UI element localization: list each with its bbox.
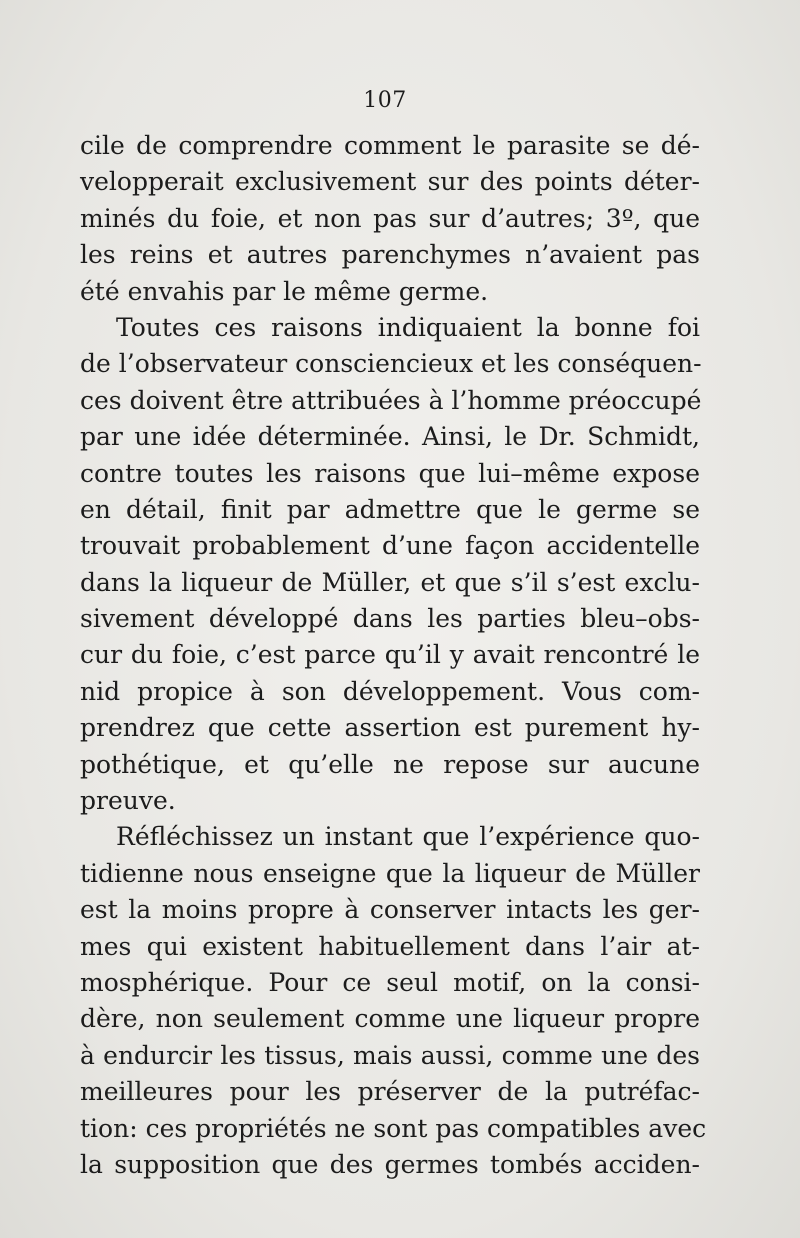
text-line: prendrez que cette assertion est purement hy- xyxy=(80,713,700,743)
text-line: Toutes ces raisons indiquaient la bonne foi xyxy=(116,312,700,342)
page-number: 107 xyxy=(363,88,407,113)
text-line: trouvait probablement d’une façon accidentelle xyxy=(80,531,700,561)
text-line: preuve. xyxy=(80,786,176,816)
paragraph-2 xyxy=(80,310,700,819)
text-line: de l’observateur consciencieux et les conséquen- xyxy=(80,349,702,379)
text-line: cile de comprendre comment le parasite se dé- xyxy=(80,131,700,160)
text-line: sivement développé dans les parties bleu–obs- xyxy=(80,604,700,634)
text-line: les reins et autres parenchymes n’avaient pas xyxy=(80,240,700,270)
text-line: ces doivent être attribuées à l’homme préoccupé xyxy=(80,385,702,415)
text-line: en détail, finit par admettre que le germe se xyxy=(80,494,700,524)
text-line: minés du foie, et non pas sur d’autres; 3º, que xyxy=(80,203,700,233)
text-line: Réfléchissez un instant que l’expérience quo- xyxy=(116,822,700,852)
text-line: velopperait exclusivement sur des points déter- xyxy=(80,167,700,197)
text-line: mes qui existent habituellement dans l’air at- xyxy=(80,931,700,961)
text-line: est la moins propre à conserver intacts les ger- xyxy=(80,895,700,925)
text-line: nid propice à son développement. Vous com- xyxy=(80,676,700,706)
paragraph-3 xyxy=(80,819,707,1183)
text-line: mosphérique. Pour ce seul motif, on la consi- xyxy=(80,967,700,997)
text-line: été envahis par le même germe. xyxy=(80,276,489,306)
text-line: à endurcir les tissus, mais aussi, comme une des xyxy=(80,1040,700,1070)
text-line: contre toutes les raisons que lui–même expose xyxy=(80,458,700,488)
text-line: dans la liqueur de Müller, et que s’il s’est exclu- xyxy=(80,567,700,597)
text-line: par une idée déterminée. Ainsi, le Dr. Schmidt, xyxy=(80,422,700,452)
text-line: tidienne nous enseigne que la liqueur de Müller xyxy=(80,858,700,888)
text-line: tion: ces propriétés ne sont pas compatibles avec xyxy=(80,1113,707,1143)
text-line: meilleures pour les préserver de la putréfac- xyxy=(80,1077,700,1107)
text-line: dère, non seulement comme une liqueur propre xyxy=(80,1004,700,1034)
paragraph-1 xyxy=(80,128,700,310)
text-line: la supposition que des germes tombés acciden- xyxy=(80,1149,700,1179)
body-text xyxy=(80,128,707,1183)
text-line: pothétique, et qu’elle ne repose sur aucune xyxy=(80,749,700,779)
text-line: cur du foie, c’est parce qu’il y avait rencontré le xyxy=(80,640,700,670)
